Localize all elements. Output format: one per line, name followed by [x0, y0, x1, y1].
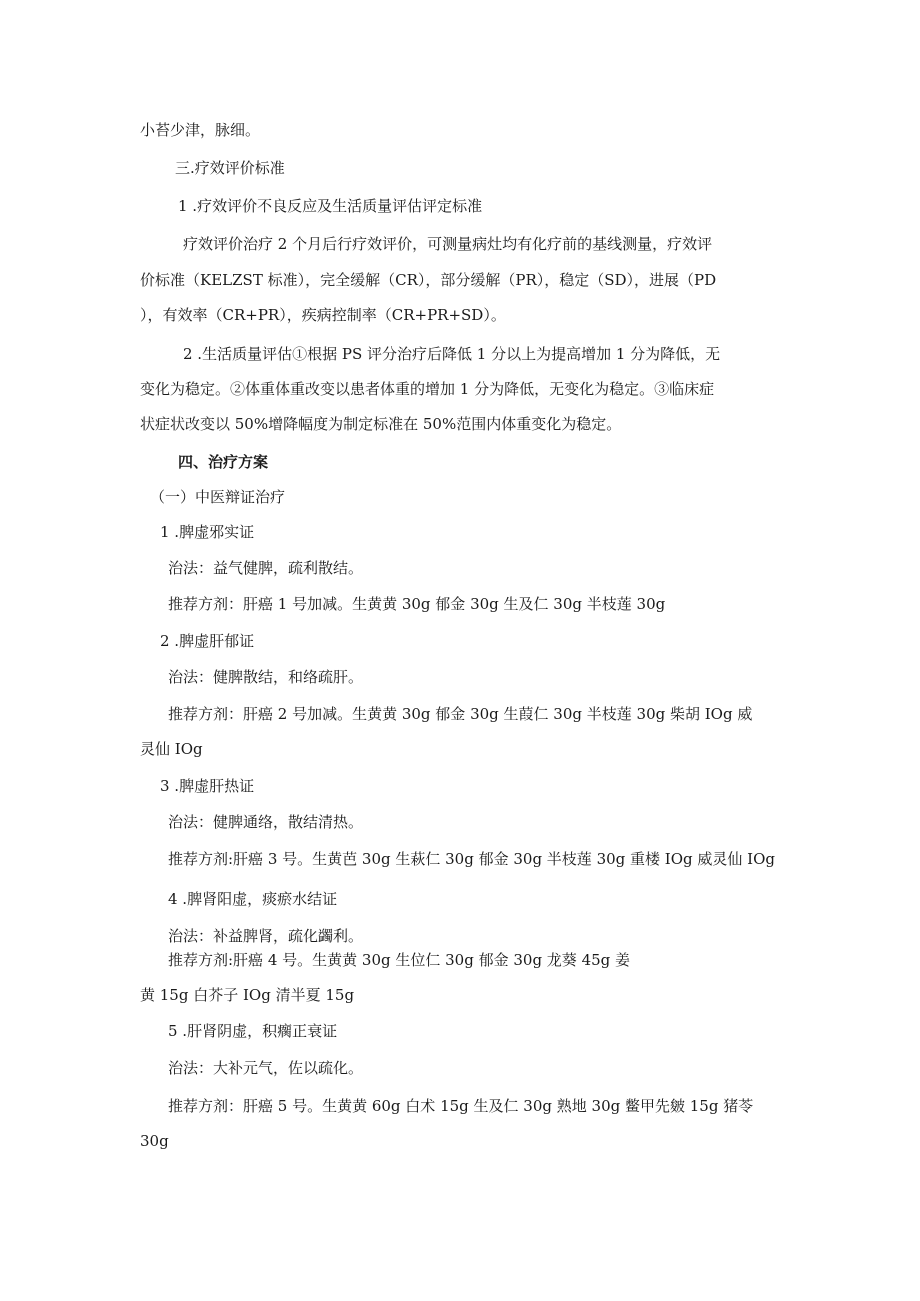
text-line: 灵仙 IOg — [140, 740, 203, 758]
text-line: 推荐方剂：肝癌 2 号加减。生黄黄 30g 郁金 30g 生葭仁 30g 半枝莲 30g 柴胡 IOg 威 — [168, 705, 753, 723]
text-line: 变化为稳定。②体重体重改变以患者体重的增加 1 分为降低，无变化为稳定。③临床症 — [140, 380, 715, 398]
section-heading: 三.疗效评价标准 — [175, 159, 285, 177]
text-line: 治法：健脾散结，和络疏肝。 — [168, 668, 364, 686]
text-line: 治法：益气健脾，疏利散结。 — [168, 559, 364, 577]
text-line: 黄 15g 白芥子 IOg 清半夏 15g — [140, 986, 355, 1004]
text-line: 30g — [140, 1132, 169, 1150]
subsection-heading: （一）中医辩证治疗 — [150, 488, 286, 506]
text-line: 小苔少津，脉细。 — [140, 121, 261, 139]
item-heading: 4 .脾肾阳虚，痰瘀水结证 — [168, 890, 338, 908]
subsection-heading: 1 .疗效评价不良反应及生活质量评估评定标准 — [178, 197, 483, 215]
item-heading: 5 .肝肾阴虚，积瘸正衰证 — [168, 1022, 338, 1040]
text-line: 治法：补益脾肾，疏化蠲利。 — [168, 927, 364, 945]
section-heading: 四、治疗方案 — [178, 453, 269, 471]
text-line: 推荐方剂:肝癌 3 号。生黄芭 30g 生萩仁 30g 郁金 30g 半枝莲 30g 重楼 IOg 威灵仙 IOg — [168, 850, 775, 868]
text-line: 治法：大补元气，佐以疏化。 — [168, 1059, 364, 1077]
text-line: 价标准（KELZST 标准），完全缓解（CR），部分缓解（PR），稳定（SD），进展（PD — [140, 271, 717, 289]
text-line: 疗效评价治疗 2 个月后行疗效评价，可测量病灶均有化疗前的基线测量，疗效评 — [183, 235, 713, 253]
item-heading: 3 .脾虚肝热证 — [160, 777, 255, 795]
item-heading: 2 .脾虚肝郁证 — [160, 632, 255, 650]
text-line: 治法：健脾通络，散结清热。 — [168, 813, 364, 831]
text-line: 推荐方剂:肝癌 4 号。生黄黄 30g 生位仁 30g 郁金 30g 龙葵 45g 姜 — [168, 951, 631, 969]
text-line: 推荐方剂：肝癌 1 号加减。生黄黄 30g 郁金 30g 生及仁 30g 半枝莲 30g — [168, 595, 666, 613]
text-line: ），有效率（CR+PR），疾病控制率（CR+PR+SD）。 — [140, 306, 506, 324]
text-line: 推荐方剂：肝癌 5 号。生黄黄 60g 白术 15g 生及仁 30g 熟地 30g 鳖甲先皴 15g 猪苓 — [168, 1097, 754, 1115]
item-heading: 1 .脾虚邪实证 — [160, 523, 255, 541]
text-line: 状症状改变以 50%增降幅度为制定标准在 50%范围内体重变化为稳定。 — [140, 415, 622, 433]
text-line: 2 .生活质量评估①根据 PS 评分治疗后降低 1 分以上为提高增加 1 分为降低，无 — [183, 345, 721, 363]
